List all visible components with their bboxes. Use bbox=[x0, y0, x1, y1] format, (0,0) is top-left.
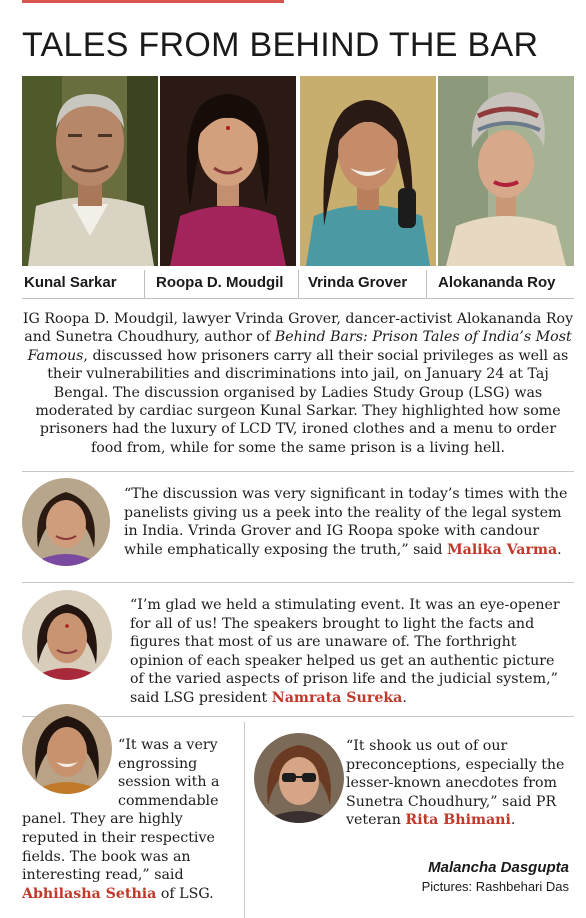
panelist-photo-alokananda-roy bbox=[438, 76, 574, 266]
quote-text: “It shook us out of our preconceptions, especially the lesser-known anecdotes from Sunetra Choudhury,” said PR veteran bbox=[346, 738, 565, 829]
avatar-malika-varma bbox=[22, 478, 110, 566]
panelist-photo-roopa-moudgil bbox=[160, 76, 296, 266]
panelist-photos bbox=[22, 76, 574, 266]
page-headline: TALES FROM BEHIND THE BAR bbox=[22, 26, 539, 64]
panelist-name-captions bbox=[22, 270, 574, 299]
quote-tail: of LSG. bbox=[156, 885, 214, 902]
avatar-rita-bhimani bbox=[254, 733, 344, 823]
caption-name: Vrinda Grover bbox=[308, 274, 408, 291]
caption-divider bbox=[144, 270, 145, 298]
header-accent-rule bbox=[22, 0, 284, 3]
caption-name: Alokananda Roy bbox=[438, 274, 556, 291]
intro-text: , discussed how prisoners carry all their social privileges as well as their vulnerabilities and discriminations into jail, on January 24 at Taj Bengal. The discussion organised by Ladies Study Group (LSG) was moderated by cardiac surgeon Kunal Sarkar. They highlighted how some prisoners had the luxury of LCD TV, ironed clothes and a menu to order food from, while for some the same prison is a living hell. bbox=[35, 347, 569, 456]
avatar-wrap-spacer bbox=[22, 736, 118, 792]
quote-person: Abhilasha Sethia bbox=[22, 885, 157, 902]
quote-tail: . bbox=[510, 812, 516, 829]
quote-namrata-sureka bbox=[130, 596, 572, 708]
quote-abhilasha-sethia bbox=[22, 736, 236, 903]
author-byline: Malancha Dasgupta bbox=[428, 859, 569, 876]
caption-name: Kunal Sarkar bbox=[24, 274, 117, 291]
quote-person: Rita Bhimani bbox=[405, 812, 511, 829]
article-intro bbox=[22, 310, 574, 457]
book-title: Behind Bars: Prison Tales of India’s Most Famous bbox=[27, 329, 572, 364]
caption-name: Roopa D. Moudgil bbox=[156, 274, 284, 291]
column-divider bbox=[244, 722, 245, 918]
section-divider bbox=[22, 471, 574, 472]
quote-tail: . bbox=[402, 689, 407, 706]
quote-text: “I’m glad we held a stimulating event. It was an eye-opener for all of us! The speakers brought to light the facts and figures that most of us are unaware of. The forthright opinion of each speaker helped us get an authentic picture of the varied aspects of prison life and the judicial system,” said LSG president bbox=[130, 597, 560, 706]
intro-text: IG Roopa D. Moudgil, lawyer Vrinda Grover, dancer-activist Alokananda Roy and Sunetra Choudhury, author of bbox=[22, 311, 574, 346]
section-divider bbox=[22, 582, 574, 583]
quote-person: Malika Varma bbox=[446, 541, 558, 558]
quote-person: Namrata Sureka bbox=[271, 689, 403, 706]
caption-divider bbox=[426, 270, 427, 298]
quote-rita-bhimani bbox=[346, 737, 572, 830]
caption-divider bbox=[298, 270, 299, 298]
avatar-namrata-sureka bbox=[22, 590, 112, 680]
panelist-photo-kunal-sarkar bbox=[22, 76, 158, 266]
quote-text: “It was a very engrossing session with a commendable panel. They are highly reputed in their respective fields. The book was an interesting read,” said bbox=[22, 737, 220, 884]
photo-credit: Pictures: Rashbehari Das bbox=[421, 879, 569, 894]
section-divider bbox=[22, 716, 574, 717]
quote-text: “The discussion was very significant in today’s times with the panelists giving us a peek into the reality of the legal system in India. Vrinda Grover and IG Roopa spoke with candour while emphatically exposing the truth,” said bbox=[124, 486, 568, 558]
quote-malika-varma bbox=[124, 485, 572, 559]
panelist-photo-vrinda-grover bbox=[300, 76, 436, 266]
quote-tail: . bbox=[557, 541, 562, 558]
